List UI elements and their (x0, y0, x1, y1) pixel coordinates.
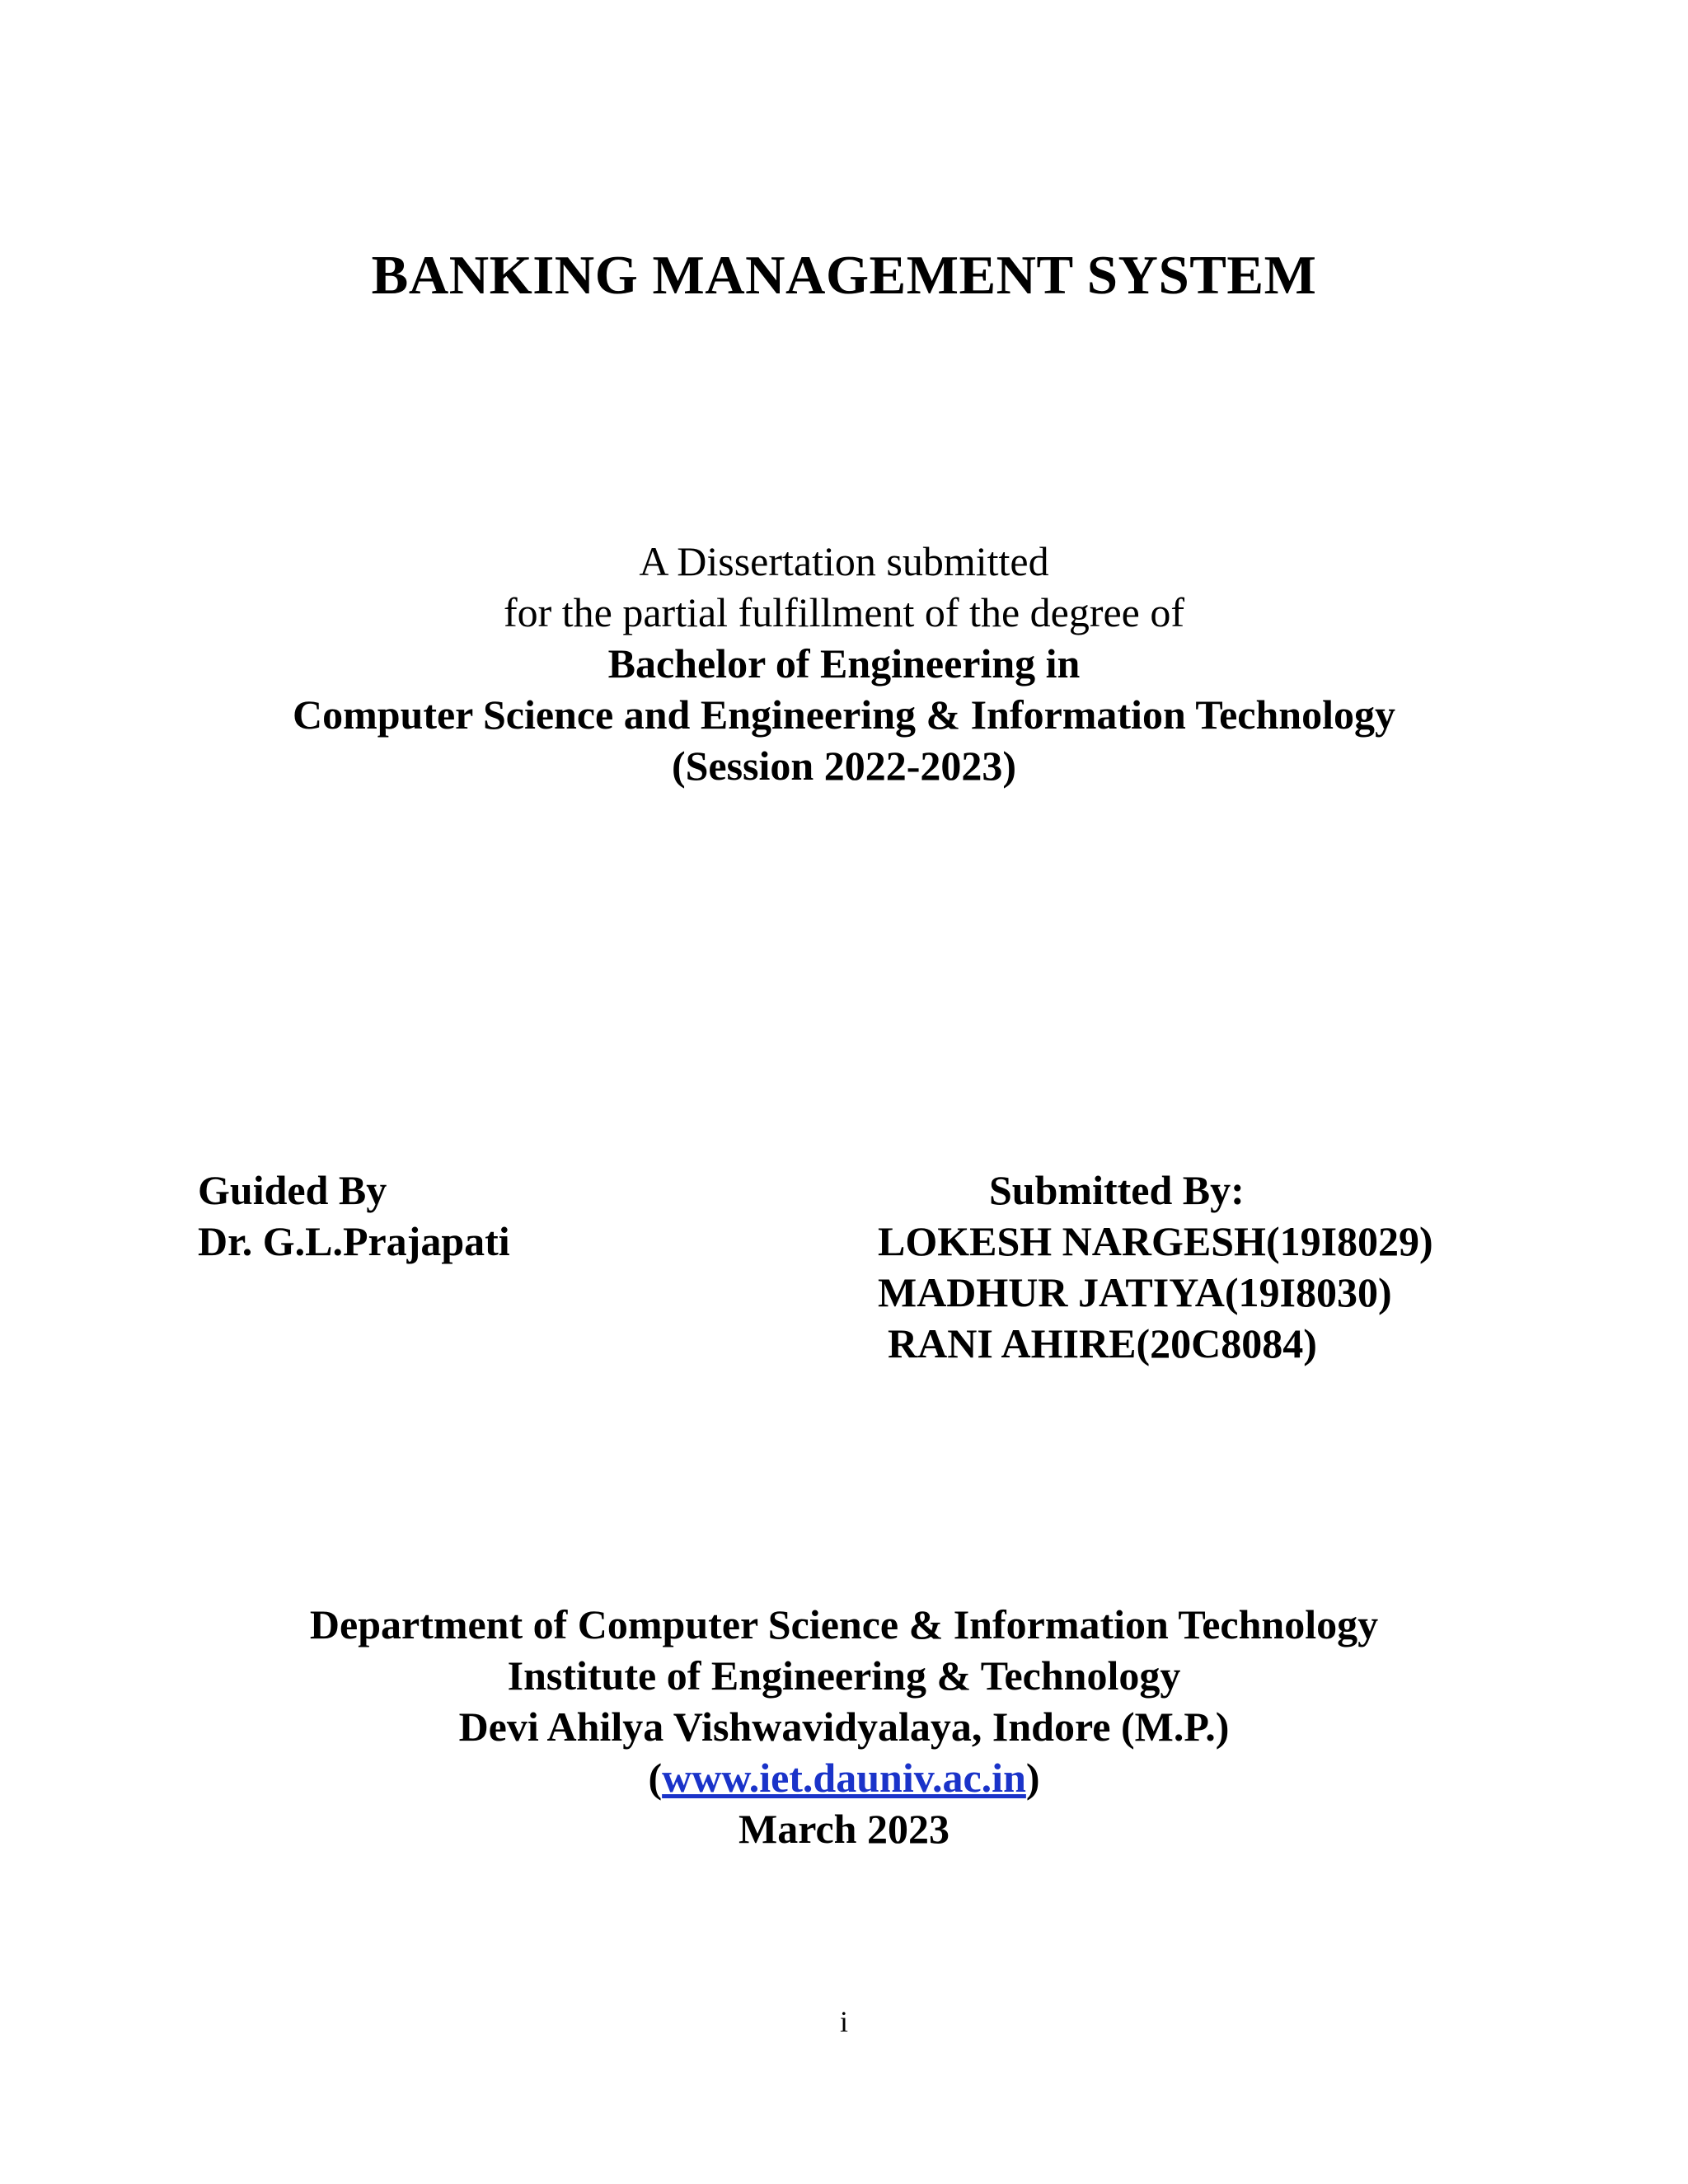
guided-by-heading: Guided By (198, 1167, 387, 1213)
open-paren: ( (648, 1755, 663, 1801)
session-line: (Session 2022-2023) (671, 743, 1017, 789)
submitted-by-heading: Submitted By: (989, 1167, 1245, 1213)
guide-name: Dr. G.L.Prajapati (198, 1218, 510, 1264)
department-line: Department of Computer Science & Information Technology (309, 1601, 1379, 1647)
student-name: LOKESH NARGESH(19I8029) (878, 1218, 1433, 1264)
degree-line: Bachelor of Engineering in (607, 640, 1081, 687)
website-line (0, 1752, 1688, 1803)
dissertation-line-1: A Dissertation submitted (639, 538, 1049, 584)
date-line: March 2023 (738, 1806, 950, 1852)
page-number: i (839, 2005, 848, 2038)
student-name: MADHUR JATIYA(19I8030) (878, 1269, 1392, 1315)
institute-line: Institute of Engineering & Technology (507, 1652, 1181, 1699)
website-link[interactable]: www.iet.dauniv.ac.in (662, 1755, 1026, 1801)
dissertation-line-2: for the partial fulfillment of the degree of (503, 589, 1185, 635)
branch-line: Computer Science and Engineering & Information Technology (292, 691, 1396, 738)
university-line: Devi Ahilya Vishwavidyalaya, Indore (M.P.) (458, 1704, 1230, 1750)
document-title: BANKING MANAGEMENT SYSTEM (371, 245, 1317, 306)
student-name: RANI AHIRE(20C8084) (888, 1320, 1317, 1366)
close-paren: ) (1025, 1755, 1040, 1801)
